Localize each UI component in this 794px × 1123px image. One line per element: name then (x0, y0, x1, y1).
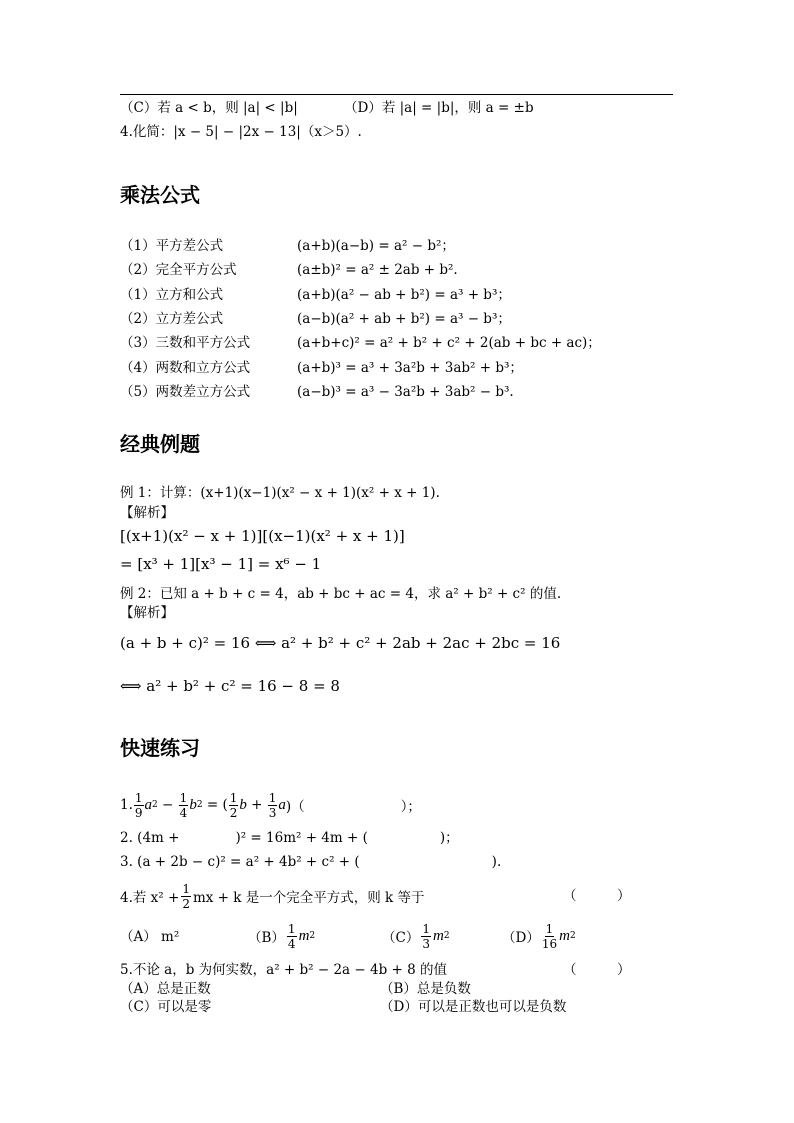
example-1-step-1: [(x+1)(x² − x + 1)][(x−1)(x² + x + 1)] (120, 527, 405, 545)
formula-label: （5）两数差立方公式 (120, 384, 251, 400)
fraction-1-2: 1 2 (229, 790, 238, 820)
option-label: （B） (248, 930, 285, 946)
formula: (a+b)(a² − ab + b²) = a³ + b³； (297, 287, 511, 303)
practice-question-4 (120, 878, 425, 914)
q5-answer-paren[interactable]: （ ） (563, 962, 631, 978)
option-label: （C） (382, 930, 420, 946)
q2-end: )； (439, 830, 459, 846)
example-2-step-2: ⟺ a² + b² + c² = 16 − 8 = 8 (120, 677, 340, 695)
formula: (a+b+c)² = a² + b² + c² + 2(ab + bc + ac)； (297, 335, 601, 351)
q5-option-b[interactable]: （B）总是负数 (380, 981, 471, 997)
analysis-label-1: 【解析】 (120, 505, 174, 521)
q4-part-a: 4.若 x² + (120, 890, 180, 906)
formula: (a−b)(a² + ab + b²) = a³ − b³； (297, 311, 511, 327)
fraction-1-9: 1 9 (134, 790, 143, 820)
section-title-classic-examples: 经典例题 (120, 432, 200, 456)
q3-end: ). (491, 854, 502, 870)
q4-option-a[interactable]: （A） m² (120, 929, 180, 945)
formula-label: （1）立方和公式 (120, 287, 224, 303)
formula-label: （1）平方差公式 (120, 238, 224, 254)
option-d: （D）若 |a| = |b|，则 a = ±b (344, 100, 534, 116)
q5-option-d[interactable]: （D）可以是正数也可以是负数 (380, 999, 567, 1015)
section-title-quick-practice: 快速练习 (120, 736, 200, 760)
formula-label: （4）两数和立方公式 (120, 360, 251, 376)
formula: (a+b)³ = a³ + 3a²b + 3ab² + b³； (297, 360, 523, 376)
practice-question-5: 5.不论 a，b 为何实数，a² + b² − 2a − 4b + 8 的值 (120, 962, 447, 978)
q2-part-a: 2. (4m + (120, 830, 180, 846)
formula-label: （2）完全平方公式 (120, 262, 237, 278)
option-label: （D） (502, 930, 540, 946)
formula: (a±b)² = a² ± 2ab + b². (297, 262, 458, 278)
analysis-label-2: 【解析】 (120, 605, 174, 621)
header-rule (120, 94, 673, 95)
fraction-1-16: 1 16 (541, 921, 558, 951)
q5-option-c[interactable]: （C）可以是零 (120, 999, 212, 1015)
q5-option-a[interactable]: （A）总是正数 (120, 981, 211, 997)
fraction-1-4: 1 4 (287, 921, 296, 951)
formula: (a+b)(a−b) = a² − b²； (297, 238, 455, 254)
question-number: 1. (120, 797, 133, 813)
example-2-step-1: (a + b + c)² = 16 ⟺ a² + b² + c² + 2ab + 2ac + 2bc = 16 (120, 634, 561, 652)
practice-question-3 (120, 853, 501, 871)
fraction-1-3: 1 3 (422, 921, 430, 951)
option-c: （C）若 a < b，则 |a| < |b| (120, 100, 298, 116)
example-1: 例 1：计算：(x+1)(x−1)(x² − x + 1)(x² + x + 1). (120, 485, 440, 501)
fraction-1-3: $\frac{1}{3}$ (268, 790, 277, 820)
q4-part-b: mx + k 是一个完全平方式，则 k 等于 (192, 890, 425, 906)
q3-expression: 3. (a + 2b − c)² = a² + 4b² + c² + ( (120, 854, 360, 870)
question-4-simplify: 4.化简：|x − 5| − |2x − 13|（x＞5）. (120, 124, 362, 140)
q4-option-b[interactable]: （B） 1 4 m 2 (248, 921, 316, 951)
example-2: 例 2：已知 a + b + c = 4，ab + bc + ac = 4，求 a² + b² + c² 的值. (120, 586, 562, 602)
q4-answer-paren[interactable]: （ ） (563, 888, 631, 904)
practice-question-1: 1. 1 9 a 2 − $\frac{1}{4}$ b 2 = ( 1 2 b + $\frac{1}{3}$ a )（ ）； (120, 790, 421, 820)
q4-option-c[interactable]: （C） 1 3 m 2 (382, 921, 450, 951)
fraction-1-2: $\frac{1}{2}$ (182, 881, 190, 911)
section-title-multiplication-formulas: 乘法公式 (120, 183, 200, 207)
practice-question-2 (120, 829, 459, 847)
fraction-1-4: $\frac{1}{4}$ (179, 790, 188, 820)
formula-label: （2）立方差公式 (120, 311, 224, 327)
equals-open: = ( (206, 797, 228, 813)
example-1-step-2: = [x³ + 1][x³ − 1] = x⁶ − 1 (120, 555, 322, 573)
formula-label: （3）三数和平方公式 (120, 335, 251, 351)
formula: (a−b)³ = a³ − 3a²b + 3ab² − b³. (297, 384, 514, 400)
q2-part-b: )² = 16m² + 4m + ( (235, 830, 368, 846)
answer-paren-close: ）； (400, 799, 421, 815)
q4-option-d[interactable]: （D） 1 16 m 2 (502, 921, 576, 951)
answer-paren-open: )（ (285, 799, 305, 815)
